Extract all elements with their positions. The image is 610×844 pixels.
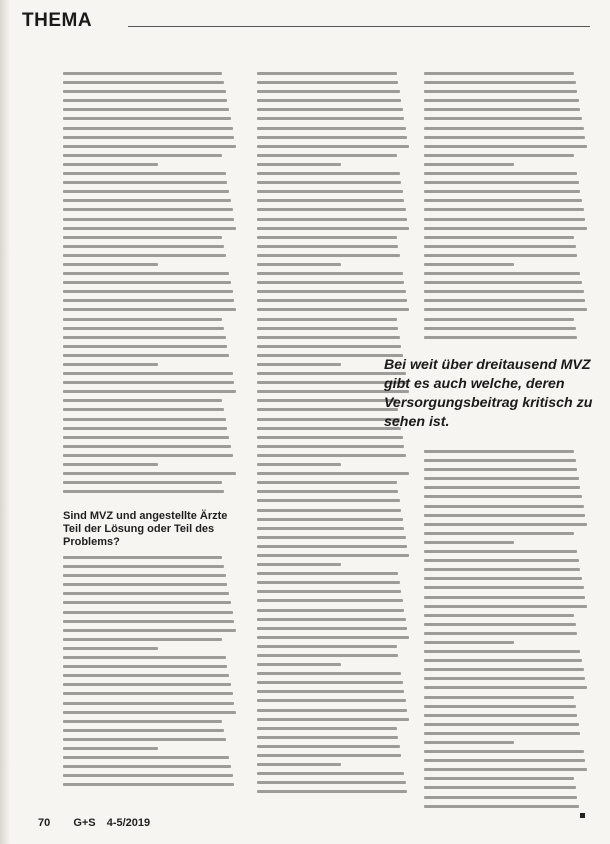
text-line-placeholder [424,172,577,175]
text-line-placeholder [424,327,576,330]
issue-number: 4-5/2019 [106,817,151,829]
text-line-placeholder [257,454,406,457]
text-line-placeholder [424,245,576,248]
text-line-placeholder [257,645,397,648]
text-line-placeholder [424,786,576,789]
text-line-placeholder [63,408,224,411]
text-line-placeholder [63,647,158,650]
text-line-placeholder [63,565,224,568]
text-line-placeholder [63,72,222,75]
body-text-block [63,72,236,493]
text-line-placeholder [63,454,233,457]
body-text-block [63,556,236,786]
text-line-placeholder [63,620,234,623]
text-line-placeholder [424,659,582,662]
body-text-block [257,72,409,793]
text-line-placeholder [63,390,236,393]
text-line-placeholder [424,281,582,284]
text-line-placeholder [424,99,579,102]
text-line-placeholder [63,656,226,659]
text-line-placeholder [257,581,400,584]
text-line-placeholder [424,750,584,753]
text-line-placeholder [257,108,403,111]
text-line-placeholder [424,290,584,293]
text-line-placeholder [63,774,233,777]
text-line-placeholder [63,738,226,741]
text-line-placeholder [424,299,585,302]
text-line-placeholder [424,450,574,453]
text-line-placeholder [63,472,236,475]
article-end-mark [580,813,585,818]
text-line-placeholder [424,632,577,635]
text-line-placeholder [424,72,574,75]
text-line-placeholder [63,445,231,448]
text-line-placeholder [257,345,401,348]
text-line-placeholder [63,208,233,211]
text-line-placeholder [63,674,229,677]
text-line-placeholder [424,705,576,708]
text-line-placeholder [63,747,158,750]
text-line-placeholder [63,154,222,157]
text-line-placeholder [63,481,222,484]
text-line-placeholder [424,127,584,130]
text-line-placeholder [257,427,401,430]
text-line-placeholder [424,272,580,275]
text-line-placeholder [424,541,514,544]
text-line-placeholder [63,254,226,257]
text-line-placeholder [424,577,582,580]
article-subheading: Sind MVZ und angestellte Ärzte Teil der Lösung oder Teil des Problems? [63,510,228,548]
text-line-placeholder [257,363,341,366]
text-line-placeholder [257,536,406,539]
article-column-2 [257,72,409,800]
text-line-placeholder [424,668,584,671]
text-line-placeholder [424,650,580,653]
text-line-placeholder [63,363,158,366]
text-line-placeholder [257,636,409,639]
text-line-placeholder [424,777,574,780]
text-line-placeholder [63,556,222,559]
journal-name: G+S [73,817,96,829]
text-line-placeholder [424,136,585,139]
text-line-placeholder [257,208,406,211]
text-line-placeholder [424,254,577,257]
text-line-placeholder [257,463,341,466]
text-line-placeholder [424,686,587,689]
text-line-placeholder [257,72,397,75]
article-column-1 [63,72,236,499]
text-line-placeholder [63,665,227,668]
text-line-placeholder [257,681,403,684]
text-line-placeholder [257,554,409,557]
text-line-placeholder [63,372,233,375]
text-line-placeholder [63,418,226,421]
text-line-placeholder [424,208,584,211]
text-line-placeholder [424,163,514,166]
text-line-placeholder [257,318,397,321]
text-line-placeholder [424,218,585,221]
text-line-placeholder [424,486,580,489]
scan-edge [0,0,10,844]
text-line-placeholder [257,509,401,512]
text-line-placeholder [63,354,229,357]
text-line-placeholder [63,638,222,641]
text-line-placeholder [63,127,233,130]
text-line-placeholder [424,181,579,184]
text-line-placeholder [424,468,577,471]
text-line-placeholder [424,614,574,617]
text-line-placeholder [257,263,341,266]
text-line-placeholder [257,527,404,530]
text-line-placeholder [257,472,409,475]
text-line-placeholder [424,495,582,498]
text-line-placeholder [424,108,580,111]
text-line-placeholder [257,736,398,739]
text-line-placeholder [257,772,404,775]
text-line-placeholder [424,523,587,526]
text-line-placeholder [424,117,582,120]
text-line-placeholder [424,796,577,799]
text-line-placeholder [257,754,401,757]
text-line-placeholder [424,550,577,553]
text-line-placeholder [257,499,400,502]
text-line-placeholder [424,605,587,608]
text-line-placeholder [257,545,407,548]
text-line-placeholder [63,427,227,430]
text-line-placeholder [424,459,576,462]
article-column-3-lower [424,450,587,814]
title-rule [128,26,590,27]
text-line-placeholder [257,163,341,166]
text-line-placeholder [424,596,585,599]
text-line-placeholder [63,236,222,239]
text-line-placeholder [257,408,398,411]
text-line-placeholder [257,127,406,130]
text-line-placeholder [424,532,574,535]
text-line-placeholder [63,172,226,175]
text-line-placeholder [257,418,400,421]
text-line-placeholder [257,154,397,157]
text-line-placeholder [424,236,574,239]
text-line-placeholder [424,190,580,193]
text-line-placeholder [424,308,587,311]
text-line-placeholder [63,756,229,759]
text-line-placeholder [63,601,231,604]
text-line-placeholder [63,592,229,595]
text-line-placeholder [257,99,401,102]
text-line-placeholder [257,290,406,293]
text-line-placeholder [63,299,234,302]
text-line-placeholder [424,586,584,589]
text-line-placeholder [424,81,576,84]
text-line-placeholder [257,699,406,702]
text-line-placeholder [63,490,224,493]
text-line-placeholder [257,445,404,448]
text-line-placeholder [257,399,397,402]
text-line-placeholder [257,136,407,139]
text-line-placeholder [63,190,229,193]
article-column-1-lower [63,556,236,792]
text-line-placeholder [257,245,398,248]
text-line-placeholder [424,336,577,339]
text-line-placeholder [63,327,224,330]
text-line-placeholder [257,218,407,221]
section-title: THEMA [22,10,93,31]
text-line-placeholder [257,199,404,202]
text-line-placeholder [424,759,585,762]
text-line-placeholder [63,290,233,293]
text-line-placeholder [63,263,158,266]
text-line-placeholder [63,218,234,221]
text-line-placeholder [63,399,222,402]
text-line-placeholder [63,574,226,577]
text-line-placeholder [63,711,236,714]
text-line-placeholder [424,723,579,726]
text-line-placeholder [257,563,341,566]
text-line-placeholder [63,318,222,321]
text-line-placeholder [63,683,231,686]
text-line-placeholder [257,590,401,593]
text-line-placeholder [257,172,400,175]
text-line-placeholder [63,783,234,786]
text-line-placeholder [257,745,400,748]
text-line-placeholder [257,236,397,239]
text-line-placeholder [424,768,587,771]
text-line-placeholder [424,505,584,508]
text-line-placeholder [424,805,579,808]
text-line-placeholder [424,154,574,157]
text-line-placeholder [257,308,409,311]
text-line-placeholder [257,572,398,575]
text-line-placeholder [424,568,580,571]
article-column-3 [424,72,587,345]
text-line-placeholder [257,654,398,657]
text-line-placeholder [257,790,407,793]
text-line-placeholder [257,709,407,712]
text-line-placeholder [257,336,400,339]
text-line-placeholder [63,463,158,466]
text-line-placeholder [257,227,409,230]
text-line-placeholder [257,627,407,630]
text-line-placeholder [257,599,403,602]
text-line-placeholder [257,436,403,439]
text-line-placeholder [257,190,403,193]
text-line-placeholder [257,354,403,357]
text-line-placeholder [63,345,227,348]
page-footer [38,817,170,829]
text-line-placeholder [257,90,400,93]
text-line-placeholder [63,629,236,632]
text-line-placeholder [424,714,577,717]
text-line-placeholder [63,729,224,732]
text-line-placeholder [63,702,234,705]
text-line-placeholder [257,718,409,721]
text-line-placeholder [63,145,236,148]
text-line-placeholder [63,336,226,339]
text-line-placeholder [63,436,229,439]
text-line-placeholder [63,583,227,586]
text-line-placeholder [257,181,401,184]
pull-quote: Bei weit über dreitausend MVZ gibt es auch welche, deren Versorgungsbeitrag kritisch zu sehen ist. [384,357,593,430]
text-line-placeholder [424,732,580,735]
text-line-placeholder [424,677,585,680]
text-line-placeholder [257,727,397,730]
text-line-placeholder [424,227,587,230]
text-line-placeholder [424,741,514,744]
text-line-placeholder [63,381,234,384]
text-line-placeholder [63,117,231,120]
text-line-placeholder [257,663,341,666]
text-line-placeholder [257,81,398,84]
text-line-placeholder [424,623,576,626]
text-line-placeholder [63,181,227,184]
text-line-placeholder [257,145,409,148]
text-line-placeholder [257,299,407,302]
text-line-placeholder [257,490,398,493]
text-line-placeholder [257,781,406,784]
body-text-block [424,72,587,339]
text-line-placeholder [63,692,233,695]
text-line-placeholder [424,477,579,480]
text-line-placeholder [424,263,514,266]
text-line-placeholder [257,609,404,612]
text-line-placeholder [257,763,341,766]
text-line-placeholder [257,327,398,330]
text-line-placeholder [63,99,227,102]
text-line-placeholder [424,559,579,562]
text-line-placeholder [257,672,401,675]
text-line-placeholder [424,90,577,93]
text-line-placeholder [63,765,231,768]
text-line-placeholder [63,136,234,139]
text-line-placeholder [424,318,574,321]
text-line-placeholder [63,227,236,230]
text-line-placeholder [257,272,403,275]
body-text-block [424,450,587,808]
page-number: 70 [38,817,51,829]
text-line-placeholder [63,272,229,275]
text-line-placeholder [257,481,397,484]
text-line-placeholder [63,90,226,93]
text-line-placeholder [257,254,400,257]
text-line-placeholder [63,81,224,84]
text-line-placeholder [424,696,574,699]
text-line-placeholder [63,308,236,311]
text-line-placeholder [63,108,229,111]
text-line-placeholder [424,199,582,202]
text-line-placeholder [63,720,222,723]
text-line-placeholder [424,145,587,148]
text-line-placeholder [63,281,231,284]
text-line-placeholder [257,117,404,120]
text-line-placeholder [63,245,224,248]
text-line-placeholder [63,611,233,614]
text-line-placeholder [424,514,585,517]
text-line-placeholder [257,518,403,521]
text-line-placeholder [63,199,231,202]
text-line-placeholder [424,641,514,644]
text-line-placeholder [257,690,404,693]
text-line-placeholder [257,618,406,621]
text-line-placeholder [257,281,404,284]
text-line-placeholder [63,163,158,166]
